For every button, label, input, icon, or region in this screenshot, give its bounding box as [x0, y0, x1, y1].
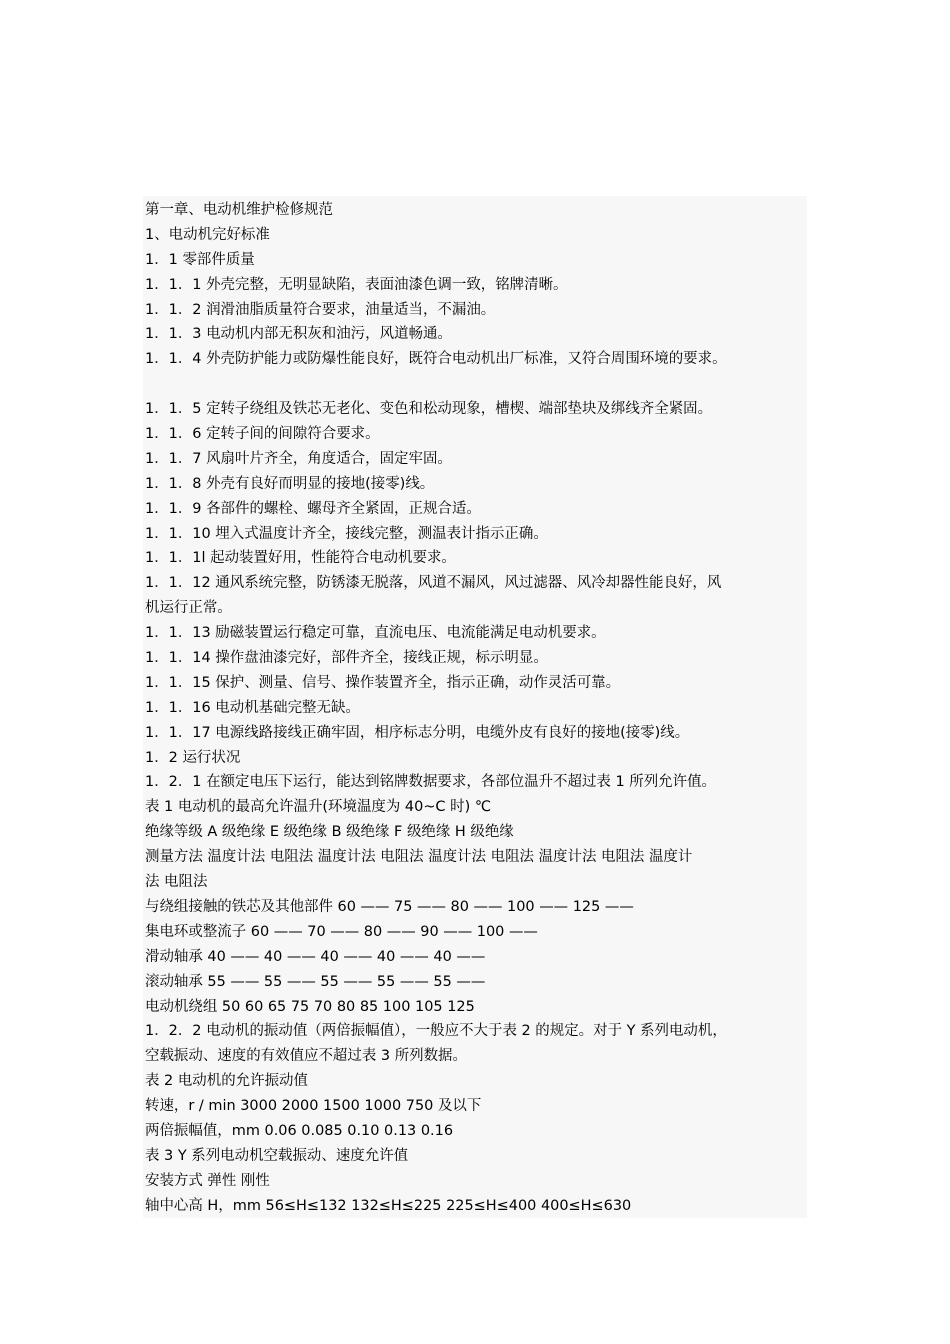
document-line: 表 1 电动机的最高允许温升(环境温度为 40~C 时) ℃ [145, 799, 492, 816]
document-line: 1．1．4 外壳防护能力或防爆性能良好，既符合电动机出厂标准，又符合周围环境的要求。 [145, 351, 727, 368]
document-line: 1．1．6 定转子间的间隙符合要求。 [145, 426, 380, 443]
document-line: 安装方式 弹性 刚性 [145, 1172, 270, 1189]
document-text-block [143, 196, 807, 1218]
document-line: 1．1．7 风扇叶片齐全，角度适合，固定牢固。 [145, 450, 452, 467]
document-line: 表 3 Y 系列电动机空载振动、速度允许值 [145, 1147, 409, 1164]
document-line: 与绕组接触的铁芯及其他部件 60 —— 75 —— 80 —— 100 —— 125 —— [145, 898, 634, 915]
document-line: 轴中心高 H，mm 56≤H≤132 132≤H≤225 225≤H≤400 400≤H≤630 [145, 1197, 632, 1214]
document-line: 1．1．12 通风系统完整，防锈漆无脱落，风道不漏风，风过滤器、风冷却器性能良好，风 [145, 575, 722, 592]
document-line: 1．2．1 在额定电压下运行，能达到铭牌数据要求，各部位温升不超过表 1 所列允许值。 [145, 774, 717, 791]
document-line: 1．1．15 保护、测量、信号、操作装置齐全，指示正确，动作灵活可靠。 [145, 674, 621, 691]
document-line: 1．1 零部件质量 [145, 251, 255, 268]
document-line: 1．1．1l 起动装置好用，性能符合电动机要求。 [145, 550, 456, 567]
document-line: 电动机绕组 50 60 65 75 70 80 85 100 105 125 [145, 998, 475, 1015]
blank-line [145, 372, 805, 397]
document-line: 1．1．3 电动机内部无积灰和油污，风道畅通。 [145, 326, 452, 343]
document-line: 空载振动、速度的有效值应不超过表 3 所列数据。 [145, 1048, 467, 1065]
document-line: 1．1．9 各部件的螺栓、螺母齐全紧固，正规合适。 [145, 500, 481, 517]
document-line: 1．1．14 操作盘油漆完好，部件齐全，接线正规，标示明显。 [145, 650, 548, 667]
document-line: 1．1．2 润滑油脂质量符合要求，油量适当，不漏油。 [145, 301, 496, 318]
document-line: 法 电阻法 [145, 874, 208, 891]
document-line: 1．1．8 外壳有良好而明显的接地(接零)线。 [145, 475, 435, 492]
document-line: 1．1．16 电动机基础完整无缺。 [145, 699, 360, 716]
document-line: 1．1．17 电源线路接线正确牢固，相序标志分明，电缆外皮有良好的接地(接零)线。 [145, 724, 690, 741]
document-line: 表 2 电动机的允许振动值 [145, 1073, 308, 1090]
document-line: 1．1．1 外壳完整，无明显缺陷，表面油漆色调一致，铭牌清晰。 [145, 276, 568, 293]
document-line: 1．2．2 电动机的振动值（两倍振幅值），一般应不大于表 2 的规定。对于 Y 系列电动机， [145, 1023, 727, 1040]
document-line: 绝缘等级 A 级绝缘 E 级绝缘 B 级绝缘 F 级绝缘 H 级绝缘 [145, 824, 514, 841]
document-line: 1．1．5 定转子绕组及铁芯无老化、变色和松动现象，槽楔、端部垫块及绑线齐全紧固。 [145, 401, 713, 418]
document-line: 1．1．10 埋入式温度计齐全，接线完整，测温表计指示正确。 [145, 525, 548, 542]
document-line: 两倍振幅值，mm 0.06 0.085 0.10 0.13 0.16 [145, 1122, 454, 1139]
document-line: 滚动轴承 55 —— 55 —— 55 —— 55 —— 55 —— [145, 973, 486, 990]
document-line: 集电环或整流子 60 —— 70 —— 80 —— 90 —— 100 —— [145, 923, 538, 940]
document-line: 第一章、电动机维护检修规范 [145, 202, 333, 218]
document-line: 1．1．13 励磁装置运行稳定可靠，直流电压、电流能满足电动机要求。 [145, 625, 606, 642]
document-line: 测量方法 温度计法 电阻法 温度计法 电阻法 温度计法 电阻法 温度计法 电阻法 温度计 [145, 849, 693, 866]
document-line: 滑动轴承 40 —— 40 —— 40 —— 40 —— 40 —— [145, 948, 486, 965]
document-line: 机运行正常。 [145, 600, 232, 617]
document-line: 1、电动机完好标准 [145, 226, 270, 243]
document-line: 转速，r / min 3000 2000 1500 1000 750 及以下 [145, 1098, 482, 1115]
document-line: 1．2 运行状况 [145, 749, 241, 766]
